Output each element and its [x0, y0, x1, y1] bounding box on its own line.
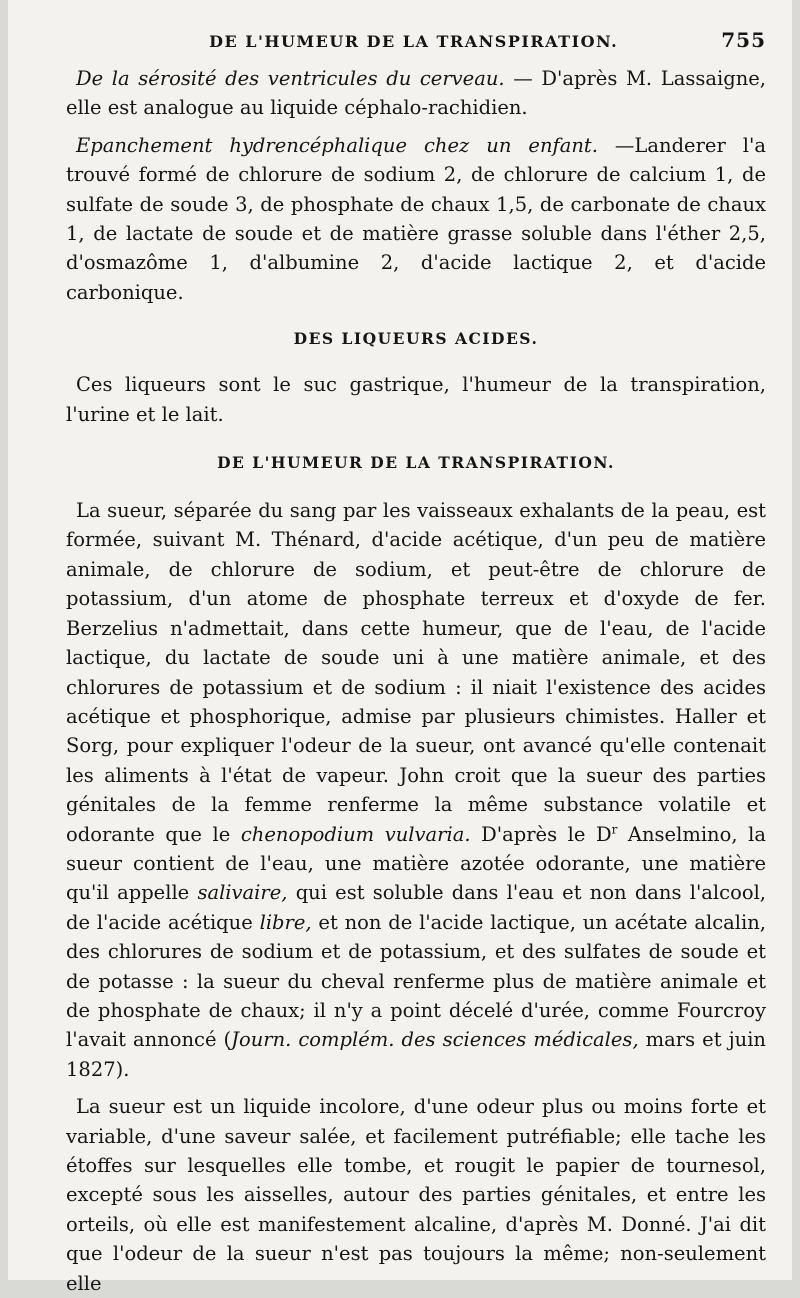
section-heading-transpiration: DE L'HUMEUR DE LA TRANSPIRATION.: [217, 453, 615, 473]
page-content: [66, 28, 766, 1298]
text-run: La sueur, séparée du sang par les vaisseaux exhalants de la peau, est formée, suivant M. Thénard, d'acide acétique, d'un peu de matière animale, de chlorure de sodium, et peut-être de chlorure de potassium, d'un atome de phosphate terreux et d'oxyde de fer. Berzelius n'admettait, dans cette humeur, que de l'eau, de l'acide lactique, du lactate de soude uni à une matière animale, et des chlorures de potassium et de sodium : il niait l'existence des acides acétique et phosphorique, admise par plusieurs chimistes. Haller et Sorg, pour expliquer l'odeur de la sueur, ont avancé qu'elle contenait les aliments à l'état de vapeur. John croit que la sueur des parties génitales de la femme renferme la même substance volatile et odorante que le: [66, 499, 766, 846]
citation: Journ. complém. des sciences médicales,: [231, 1028, 639, 1052]
text-run: Anselmino, la sueur contient de l'eau, une matière azotée odorante, une matière qu'il appelle: [66, 822, 766, 905]
paragraph-lead: De la sérosité des ventricules du cerveau.: [76, 67, 505, 90]
text-run: et non de l'acide lactique, un acétate alcalin, des chlorures de sodium et de potassium, et des sulfates de soude et de potasse : la sueur du cheval renferme plus de matière animale et de phosphate de chaux; il n'y a point décelé d'urée, comme Fourcroy l'avait annoncé (: [66, 910, 766, 1052]
paragraph-text: —Landerer l'a trouvé formé de chlorure de sodium 2, de chlorure de calcium 1, de sulfate de soude 3, de phosphate de chaux 1,5, de carbonate de chaux 1, de lactate de soude et de matière grasse soluble dans l'éther 2,5, d'osmazôme 1, d'albumine 2, d'acide lactique 2, et d'acide carbonique.: [66, 133, 766, 304]
paragraph-liqueurs: Ces liqueurs sont le suc gastrique, l'humeur de la transpiration, l'urine et le lait.: [66, 373, 766, 426]
book-page: [8, 0, 792, 1295]
paragraph-text: — D'après M. Lassaigne, elle est analogue au liquide céphalo-rachidien.: [66, 67, 766, 120]
paragraph-epanchement: [66, 131, 766, 307]
text-run: D'après le D: [470, 822, 612, 846]
italic-term: chenopodium vulvaria.: [240, 822, 471, 846]
italic-term: salivaire,: [197, 881, 288, 905]
page-number: 755: [721, 28, 766, 52]
paragraph-sueur: [66, 496, 766, 1084]
text-run: qui est soluble dans l'eau et non dans l'alcool, de l'acide acétique: [66, 881, 766, 934]
paragraph-serosite: [66, 64, 766, 123]
running-header: [66, 28, 766, 64]
italic-term: libre,: [259, 910, 312, 934]
paragraph-liquide-incolore: La sueur est un liquide incolore, d'une odeur plus ou moins forte et variable, d'une saveur salée, et facilement putréfiable; elle tache les étoffes sur lesquelles elle tombe, et rougit le papier de tournesol, excepté sous les aisselles, autour des parties génitales, et entre les orteils, où elle est manifestement alcaline, d'après M. Donné. J'ai dit que l'odeur de la sueur n'est pas toujours la même; non-seulement elle: [66, 1095, 766, 1295]
superscript: r: [611, 822, 618, 837]
running-title: DE L'HUMEUR DE LA TRANSPIRATION.: [209, 32, 619, 51]
paragraph-lead: Epanchement hydrencéphalique chez un enfant.: [76, 133, 598, 157]
section-heading-liqueurs-acides: DES LIQUEURS ACIDES.: [293, 329, 539, 349]
text-run: mars et juin 1827).: [66, 1028, 766, 1081]
